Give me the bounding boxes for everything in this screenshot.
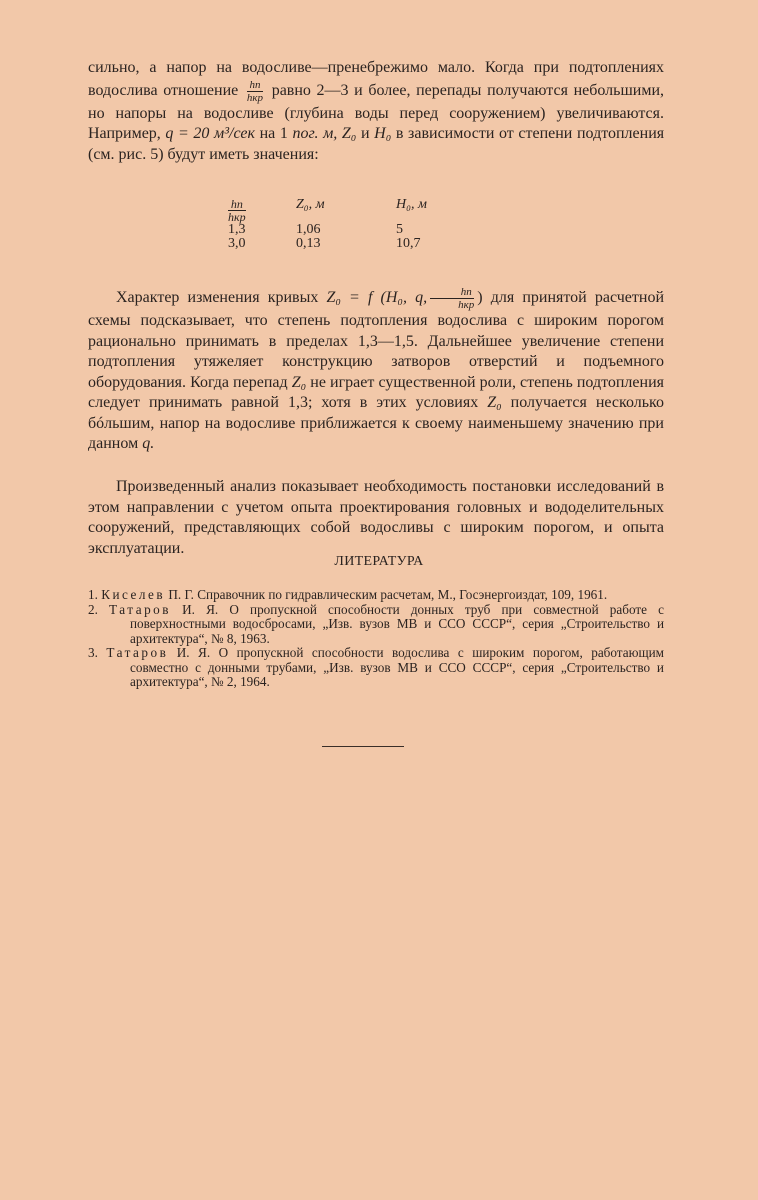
numerator: hп bbox=[430, 286, 474, 299]
text: на 1 bbox=[259, 125, 288, 142]
reference-item bbox=[88, 646, 664, 690]
table-row bbox=[228, 223, 456, 237]
text: и bbox=[360, 125, 370, 142]
formula: ) bbox=[477, 289, 483, 307]
ref-text: И. Я. О пропускной способности водослива с широким порогом, работающим совместно с донными трубами, „Изв. вузов МВ и ССО СССР“, серия „Строительство и архитектура“, № 2, 1964. bbox=[130, 645, 664, 689]
denominator: hкр bbox=[228, 210, 246, 224]
denominator: hкр bbox=[458, 299, 475, 311]
symbol: Z₀ bbox=[341, 125, 357, 142]
table-row bbox=[228, 237, 456, 251]
symbol: Z₀ bbox=[291, 373, 307, 391]
ref-number: 3. bbox=[88, 645, 98, 660]
text: не играет существенной роли, степень подтопления следует принимать равной 1,3; хотя в этих условиях bbox=[88, 373, 665, 411]
ref-author: Киселев bbox=[101, 587, 166, 602]
ratio-header bbox=[228, 198, 246, 223]
unit: пог. м, bbox=[292, 125, 338, 142]
cell: 1,3 bbox=[228, 222, 246, 237]
symbol: q. bbox=[142, 435, 155, 452]
column-header: Z₀, м bbox=[296, 197, 325, 212]
ref-author: Татаров bbox=[109, 601, 171, 617]
text: для принятой расчетной схемы подсказывает, что степень подтопления водослива с широким порогом рационально принимать в пределах 1,3—1,5. Дальнейшее увеличение степени подтопления утяжеляет конструкцию затворов отверстий и подъемного оборудования. Когда перепад bbox=[88, 289, 665, 391]
unit: м³/сек bbox=[214, 125, 255, 142]
ref-text: П. Г. Справочник по гидравлическим расчетам, М., Госэнергоиздат, 109, 1961. bbox=[168, 587, 608, 602]
reference-item bbox=[88, 603, 664, 647]
text: в зависимости от степени подтопления (см. рис. 5) будут иметь значения: bbox=[88, 125, 665, 163]
paragraph-2 bbox=[88, 286, 664, 455]
cell: 10,7 bbox=[396, 236, 421, 251]
denominator: hкр bbox=[246, 91, 264, 104]
cell: 1,06 bbox=[296, 222, 321, 237]
cell: 5 bbox=[396, 222, 403, 237]
cell: 3,0 bbox=[228, 236, 246, 251]
ratio-fraction bbox=[430, 286, 474, 311]
column-header: H₀, м bbox=[396, 197, 427, 212]
text: Характер изменения кривых bbox=[116, 289, 319, 307]
end-divider bbox=[322, 746, 404, 747]
literature-heading: ЛИТЕРАТУРА bbox=[334, 554, 424, 569]
ref-number: 1. bbox=[88, 587, 98, 602]
formula: q = 20 bbox=[165, 125, 210, 142]
paragraph-1 bbox=[88, 58, 664, 165]
numerator: hп bbox=[228, 198, 246, 211]
ref-number: 2. bbox=[88, 601, 98, 617]
values-table bbox=[228, 198, 456, 251]
symbol: Z₀ bbox=[487, 394, 502, 411]
ref-text: И. Я. О пропускной способности донных труб при совместной работе с поверхностными водосбросами, „Изв. вузов МВ и ССО СССР“, серия „Строительство и архитектура“, № 8, 1963. bbox=[130, 601, 664, 646]
numerator: hп bbox=[247, 79, 263, 92]
formula: Z₀ = f (H₀, q, bbox=[326, 289, 428, 307]
text: получается несколько бóльшим, напор на водосливе приближается к своему наименьшему значению при данном bbox=[88, 394, 665, 452]
text: сильно, а напор на водосливе—пренебрежимо мало. Когда при подтоплениях водослива отношение bbox=[88, 59, 664, 99]
symbol: H₀ bbox=[374, 125, 392, 142]
ref-author: Татаров bbox=[106, 645, 169, 660]
cell: 0,13 bbox=[296, 236, 321, 251]
reference-item bbox=[88, 588, 664, 603]
ratio-fraction bbox=[247, 79, 263, 104]
text: равно 2—3 и более, перепады получаются небольшими, но напоры на водосливе (глубина воды перед сооружением) увеличиваются. Например, bbox=[88, 81, 665, 142]
paragraph-3: Произведенный анализ показывает необходимость постановки исследований в этом направлении с учетом опыта проектирования головных и вододелительных сооружений, представляющих собой водосливы с широким порогом, и опыта эксплуатации. bbox=[88, 478, 664, 557]
table-header bbox=[228, 198, 456, 223]
reference-list bbox=[88, 588, 664, 690]
